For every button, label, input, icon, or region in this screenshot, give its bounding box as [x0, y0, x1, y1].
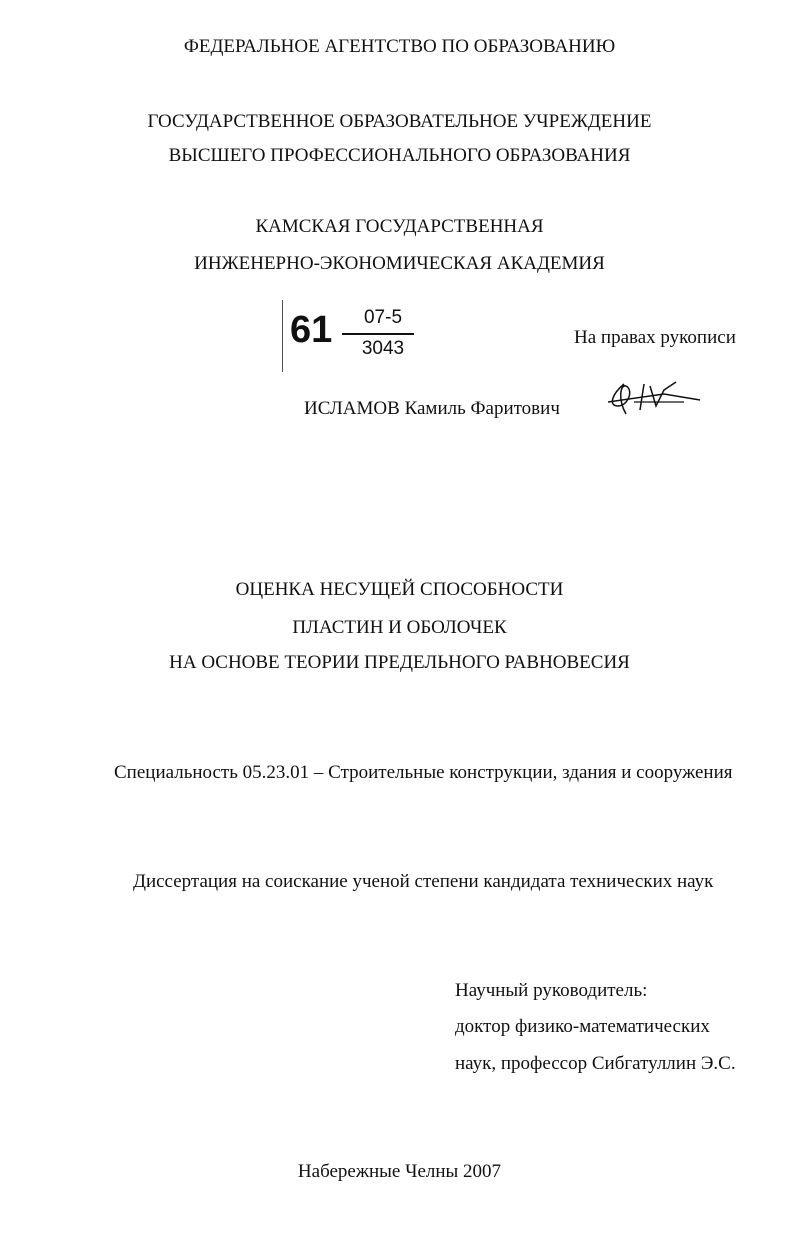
stamp-bottom-code: 3043: [361, 338, 405, 359]
stamp-top-code: 07-5: [363, 307, 403, 328]
manuscript-note: На правах рукописи: [574, 327, 736, 348]
institution-heading-line1: ГОСУДАРСТВЕННОЕ ОБРАЗОВАТЕЛЬНОЕ УЧРЕЖДЕНИЕ: [147, 111, 652, 132]
institution-heading-line2: ВЫСШЕГО ПРОФЕССИОНАЛЬНОГО ОБРАЗОВАНИЯ: [168, 145, 631, 166]
supervisor-line1: доктор физико-математических: [455, 1016, 710, 1037]
stamp-fraction-rule: [342, 333, 414, 335]
degree-line: Диссертация на соискание ученой степени кандидата технических наук: [133, 871, 714, 892]
place-year: Набережные Челны 2007: [297, 1161, 502, 1182]
stamp-number: 61: [290, 309, 333, 351]
signature-icon: [604, 376, 704, 420]
academy-heading-line1: КАМСКАЯ ГОСУДАРСТВЕННАЯ: [255, 216, 544, 237]
author-name: ИСЛАМОВ Камиль Фаритович: [304, 398, 560, 419]
specialty-line: Специальность 05.23.01 – Строительные конструкции, здания и сооружения: [114, 762, 733, 783]
dissertation-title-line1: ОЦЕНКА НЕСУЩЕЙ СПОСОБНОСТИ: [235, 579, 564, 600]
academy-heading-line2: ИНЖЕНЕРНО-ЭКОНОМИЧЕСКАЯ АКАДЕМИЯ: [194, 253, 605, 274]
dissertation-title-line2: ПЛАСТИН И ОБОЛОЧЕК: [292, 617, 507, 638]
dissertation-title-line3: НА ОСНОВЕ ТЕОРИИ ПРЕДЕЛЬНОГО РАВНОВЕСИЯ: [169, 652, 630, 673]
supervisor-label: Научный руководитель:: [455, 980, 648, 1001]
supervisor-line2: наук, профессор Сибгатуллин Э.С.: [455, 1053, 736, 1074]
stamp-bar: [282, 300, 283, 372]
agency-heading: ФЕДЕРАЛЬНОЕ АГЕНТСТВО ПО ОБРАЗОВАНИЮ: [183, 36, 616, 57]
